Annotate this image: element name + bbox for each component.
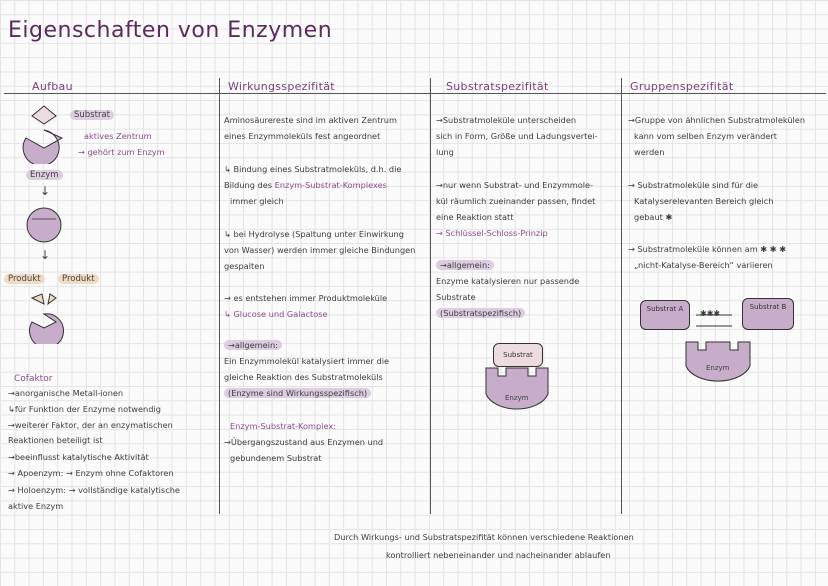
substrat-line-4: →nur wenn Substrat- und Enzymmole-	[436, 180, 594, 190]
enzyme-lock-shape	[486, 368, 548, 409]
column-header-aufbau: Aufbau	[32, 80, 73, 93]
substrat-line-1: →Substratmoleküle unterscheiden	[436, 115, 577, 125]
produkt-label-2: Produkt	[58, 274, 99, 284]
wirkung-allgemein: →allgemein:	[224, 340, 282, 350]
header-divider	[4, 93, 826, 94]
page-title: Eigenschaften von Enzymen	[8, 18, 333, 43]
gruppen-line-2: kann vom selben Enzym verändert	[634, 131, 777, 141]
substrat-line-2: sich in Form, Größe und Ladungsvertei-	[436, 131, 598, 141]
bindung-line-3: immer gleich	[230, 196, 284, 206]
column-divider-2	[430, 78, 431, 514]
cofaktor-line-1: →anorganische Metall-ionen	[8, 388, 124, 398]
column-header-wirkung: Wirkungsspezifität	[228, 80, 335, 93]
column-divider-1	[219, 78, 220, 514]
gruppen-line-1: →Gruppe von ähnlichen Substratmolekülen	[628, 115, 806, 125]
column-header-gruppen: Gruppenspezifität	[630, 80, 734, 93]
product-shape-2	[48, 294, 56, 304]
bindung-line-2-pre: Bildung des	[224, 180, 275, 190]
arrow-down-icon-2: ↓	[40, 248, 51, 262]
gruppen-line-8: „nicht-Katalyse-Bereich“ variieren	[634, 260, 773, 270]
bindung-line-1: ↳ Bindung eines Substratmoleküls, d.h. die	[224, 164, 402, 174]
arrow-down-icon: ↓	[40, 184, 51, 198]
cofaktor-line-4: Reaktionen beteiligt ist	[8, 435, 103, 445]
cofaktor-line-3: →weiterer Faktor, der an enzymatischen	[8, 420, 173, 430]
footer-line-1: Durch Wirkungs- und Substratspezifität können verschiedene Reaktionen	[334, 532, 634, 542]
hydrolyse-line-3: gespalten	[224, 261, 265, 271]
esk-highlight: Enzym-Substrat-Komplexes	[274, 180, 387, 190]
substrat-a-box: Substrat A	[640, 300, 690, 330]
wirkung-allgemein-line-2: gleiche Reaktion des Substratmoleküls	[224, 372, 383, 382]
enzyme-shape	[23, 130, 62, 164]
enzym-label: Enzym	[26, 170, 63, 180]
gruppen-line-7: → Substratmoleküle können am ✱ ✱ ✱	[628, 244, 787, 254]
separator-lines	[694, 312, 734, 332]
bindung-line-2	[224, 178, 387, 193]
gruppen-line-6: gebaut ✱	[634, 212, 673, 222]
wirkung-allgemein-highlight: (Enzyme sind Wirkungsspezifisch)	[224, 388, 371, 398]
gruppen-line-5: Katalyserelevanten Bereich gleich	[634, 196, 774, 206]
gehoert-text: → gehört zum Enzym	[78, 147, 165, 157]
produkt-label-1: Produkt	[4, 274, 45, 284]
gruppen-line-4: → Substratmoleküle sind für die	[628, 180, 759, 190]
product-shape-1	[32, 294, 44, 304]
hydrolyse-line-2: von Wasser) werden immer gleiche Bindungen	[224, 245, 416, 255]
substrat-allgemein-highlight: (Substratspezifisch)	[436, 308, 525, 318]
hydrolyse-line-1: ↳ bei Hydrolyse (Spaltung unter Einwirkung	[224, 229, 404, 239]
substrat-label: Substrat	[70, 110, 114, 120]
schluessel-substrat-box: Substrat	[493, 343, 543, 367]
cofaktor-line-2: ↳für Funktion der Enzyme notwendig	[8, 404, 161, 414]
cofaktor-line-8: aktive Enzym	[8, 501, 64, 511]
column-header-substrat: Substratspezifität	[446, 80, 549, 93]
schluessel-schloss: → Schlüssel-Schloss-Prinzip	[436, 228, 548, 238]
produkt-line-1: → es entstehen immer Produktmoleküle	[224, 293, 388, 303]
enzyme-free-shape	[30, 314, 64, 344]
schluessel-enzym-label: Enzym	[505, 394, 529, 402]
schluessel-enzym-shape	[484, 364, 550, 416]
gruppen-enzym-shape	[684, 338, 752, 388]
substrat-b-box: Substrat B	[742, 298, 794, 330]
substrat-allgemein: →allgemein:	[436, 260, 494, 270]
enzyme-group-shape	[686, 342, 750, 381]
enzyme-substrate-complex-diagram	[24, 205, 64, 245]
substrat-line-3: lung	[436, 147, 454, 157]
aktives-zentrum-text: aktives Zentrum	[84, 131, 152, 141]
substrate-shape	[32, 106, 56, 124]
substrat-allgemein-line-2: Substrate	[436, 292, 476, 302]
enzyme-complex-shape	[27, 208, 61, 242]
footer-line-2: kontrolliert nebeneinander und nacheinander ablaufen	[386, 550, 611, 560]
products-diagram	[26, 292, 76, 344]
column-divider-3	[621, 78, 622, 514]
substrat-allgemein-line-1: Enzyme katalysieren nur passende	[436, 276, 580, 286]
cofaktor-line-6: → Apoenzym: → Enzym ohne Cofaktoren	[8, 468, 174, 478]
esk-line-1: →Übergangszustand aus Enzymen und	[224, 437, 384, 447]
wirkung-line-1: Aminosäurereste sind im aktiven Zentrum	[224, 115, 397, 125]
wirkung-line-2: eines Enzymmoleküls fest angeordnet	[224, 131, 381, 141]
produkt-line-2: ↳ Glucose und Galactose	[224, 309, 328, 319]
stars-text: ✱✱✱	[700, 309, 721, 318]
cofaktor-title: Cofaktor	[14, 374, 53, 384]
substrate-enzyme-diagram	[18, 104, 73, 164]
esk-line-2: gebundenem Substrat	[230, 453, 322, 463]
substrat-line-5: kül räumlich zueinander passen, findet	[436, 196, 596, 206]
cofaktor-line-7: → Holoenzym: → vollständige katalytische	[8, 485, 180, 495]
gruppen-enzym-label: Enzym	[706, 364, 730, 372]
esk-title: Enzym-Substrat-Komplex:	[230, 421, 336, 431]
gruppen-line-3: werden	[634, 147, 665, 157]
wirkung-allgemein-line-1: Ein Enzymmolekül katalysiert immer die	[224, 356, 390, 366]
cofaktor-line-5: →beeinflusst katalytische Aktivität	[8, 452, 149, 462]
substrat-line-6: eine Reaktion statt	[436, 212, 514, 222]
